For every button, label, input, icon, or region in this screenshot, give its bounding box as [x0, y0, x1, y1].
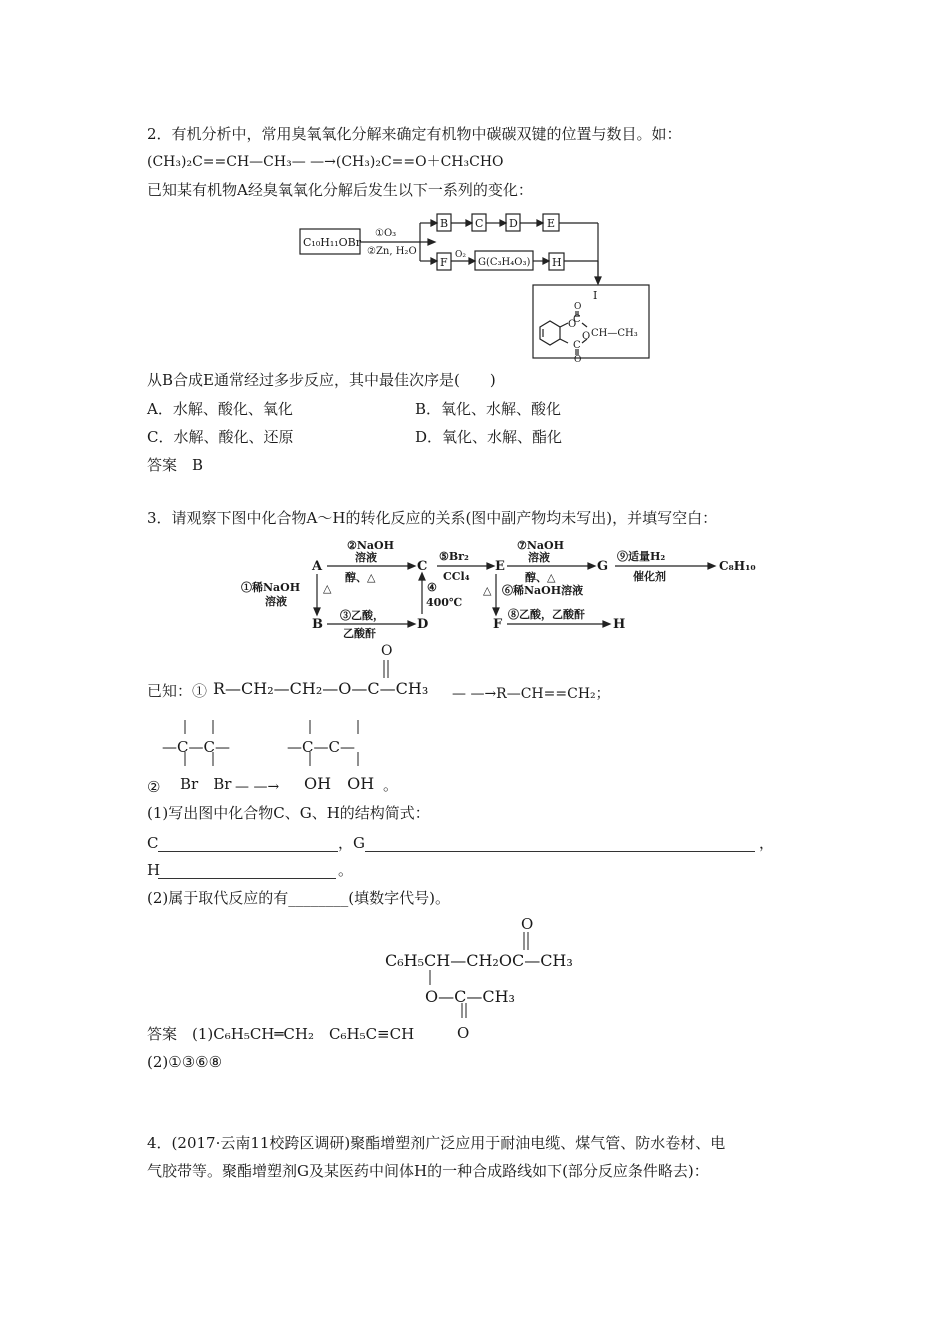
- q3-node-D: D: [417, 617, 429, 632]
- q3-stem: 3．请观察下图中化合物A～H的转化反应的关系(图中副产物均未写出)，并填写空白：: [147, 509, 718, 527]
- q3-r1c: △: [323, 582, 332, 595]
- q3-node-F: F: [493, 617, 503, 632]
- q3-fill-G-label: ，G: [338, 834, 365, 852]
- q3-r7b: 溶液: [528, 551, 550, 564]
- q3-fill-H-label: H: [147, 861, 161, 879]
- q2-cond1: ①O₃: [375, 228, 397, 239]
- q2-I-Obot: O: [574, 355, 582, 365]
- q2-node-G: G(C₃H₄O₃): [478, 257, 531, 268]
- q2-cond2: ②Zn, H₂O: [367, 246, 417, 257]
- q3-r1a: ①稀NaOH: [241, 581, 301, 594]
- q2-reaction-scheme: [290, 205, 670, 365]
- q3-r1b: 溶液: [265, 595, 287, 608]
- q2-option-D: D．氧化、水解、酯化: [415, 428, 563, 446]
- q2-node-F: F: [440, 256, 448, 269]
- q3-r9a: ⑨适量H₂: [617, 550, 666, 563]
- q3-r8: ⑧乙酸，乙酸酐: [508, 608, 585, 621]
- q3-known1-double-bond: [381, 658, 393, 680]
- q3-answer1: 答案 (1)C₆H₅CH═CH₂ C₆H₅C≡CH: [147, 1025, 415, 1043]
- q3-fill-C-label: C: [147, 834, 159, 852]
- q4-line2: 气胶带等。聚酯增塑剂G及某医药中间体H的一种合成路线如下(部分反应条件略去)：: [147, 1162, 709, 1180]
- q3-ans-top-O: O: [521, 915, 534, 933]
- q3-r2c: 醇、△: [345, 571, 376, 584]
- q3-r6-delta: △: [483, 584, 492, 597]
- q3-known1-O: O: [381, 643, 393, 659]
- q3-fill-comma: ，: [759, 834, 775, 852]
- q2-node-H: H: [552, 256, 562, 269]
- q2-I-O2: O: [582, 331, 591, 342]
- q3-known2-left: —C—C—: [162, 738, 230, 756]
- q2-node-B: B: [440, 217, 449, 230]
- q3-known2-num: ②: [147, 778, 161, 796]
- q3-r5b: CCl₄: [443, 570, 470, 583]
- q3-fill-H-blank[interactable]: [158, 878, 336, 879]
- q2-example-reaction: (CH₃)₂C==CH—CH₃— —→(CH₃)₂C==O＋CH₃CHO: [147, 154, 504, 170]
- q3-r7a: ⑦NaOH: [517, 539, 565, 552]
- q3-sub1: (1)写出图中化合物C、G、H的结构简式：: [147, 804, 430, 822]
- q2-I-O1: O: [568, 319, 577, 330]
- q3-known2-br: Br Br: [180, 775, 232, 793]
- q3-r4a: ④: [427, 581, 437, 594]
- q3-r7c: 醇、△: [525, 571, 556, 584]
- q2-start-compound: C₁₀H₁₁OBr: [303, 236, 362, 249]
- q4-line1: 4．(2017·云南11校跨区调研)聚酯增塑剂广泛应用于耐油电缆、煤气管、防水卷材、电: [147, 1134, 726, 1152]
- q3-known1-right: — —→R—CH==CH₂；: [452, 686, 610, 702]
- q2-node-E: E: [547, 217, 556, 230]
- q3-sub2: (2)属于取代反应的有________(填数字代号)。: [147, 889, 450, 907]
- q3-ans-bonds: [380, 930, 580, 1030]
- q2-stem: 2．有机分析中，常用臭氧氧化分解来确定有机物中碳碳双键的位置与数目。如：: [147, 125, 682, 143]
- q2-option-B: B．氧化、水解、酸化: [415, 400, 562, 418]
- q2-I-CHCH3: CH—CH₃: [591, 328, 638, 339]
- q3-r3b: 乙酸酐: [343, 627, 376, 640]
- q3-r5a: ⑤Br₂: [439, 550, 469, 563]
- q2-node-C: C: [475, 217, 484, 230]
- q3-r2b: 溶液: [355, 551, 377, 564]
- q3-known2-right: —C—C—: [287, 738, 355, 756]
- q3-fill-C-blank[interactable]: [158, 851, 338, 852]
- q2-known: 已知某有机物A经臭氧氧化分解后发生以下一系列的变化：: [147, 181, 533, 199]
- q3-known2-arrow: — —→: [235, 779, 280, 795]
- q3-r4b: 400℃: [426, 596, 463, 609]
- q2-option-A: A．水解、酸化、氧化: [147, 400, 293, 418]
- q3-ans-line2: O—C—CH₃: [425, 987, 515, 1006]
- q3-node-H: H: [613, 617, 626, 632]
- q3-r6: ⑥稀NaOH溶液: [502, 584, 584, 597]
- q3-node-B: B: [312, 617, 323, 632]
- q2-option-C: C．水解、酸化、还原: [147, 428, 294, 446]
- q2-I-C1: C: [573, 314, 581, 325]
- q2-node-I: I: [593, 289, 598, 302]
- q3-fill-end: 。: [338, 861, 354, 879]
- q3-reaction-scheme: [225, 532, 756, 640]
- q3-answer2: (2)①③⑥⑧: [147, 1053, 223, 1071]
- q3-r9b: 催化剂: [633, 570, 666, 583]
- q2-question: 从B合成E通常经过多步反应，其中最佳次序是( ): [147, 371, 496, 389]
- q2-answer: 答案 B: [147, 456, 204, 474]
- q3-r3a: ③乙酸，: [340, 609, 384, 622]
- q2-o2: O₂: [455, 250, 466, 260]
- q3-node-C: C: [417, 559, 428, 574]
- q3-fill-G-blank[interactable]: [365, 851, 755, 852]
- q2-I-Otop: O: [574, 302, 582, 312]
- q3-ans-line1: C₆H₅CH—CH₂OC—CH₃: [385, 951, 573, 970]
- q3-ans-bot-O: O: [457, 1024, 470, 1042]
- q2-I-C2: C: [573, 340, 581, 351]
- q2-node-D: D: [509, 217, 518, 230]
- q3-node-E: E: [495, 559, 505, 574]
- q3-known2-end: 。: [383, 776, 399, 794]
- q3-r2a: ②NaOH: [347, 539, 395, 552]
- q3-known-label: 已知：①: [147, 682, 208, 700]
- q3-node-A: A: [312, 559, 323, 574]
- q3-node-G: G: [597, 559, 609, 574]
- q3-known1-left: R—CH₂—CH₂—O—C—CH₃: [213, 679, 429, 698]
- q3-known2-oh: OH OH: [304, 774, 375, 793]
- q3-product: C₈H₁₀: [719, 559, 756, 573]
